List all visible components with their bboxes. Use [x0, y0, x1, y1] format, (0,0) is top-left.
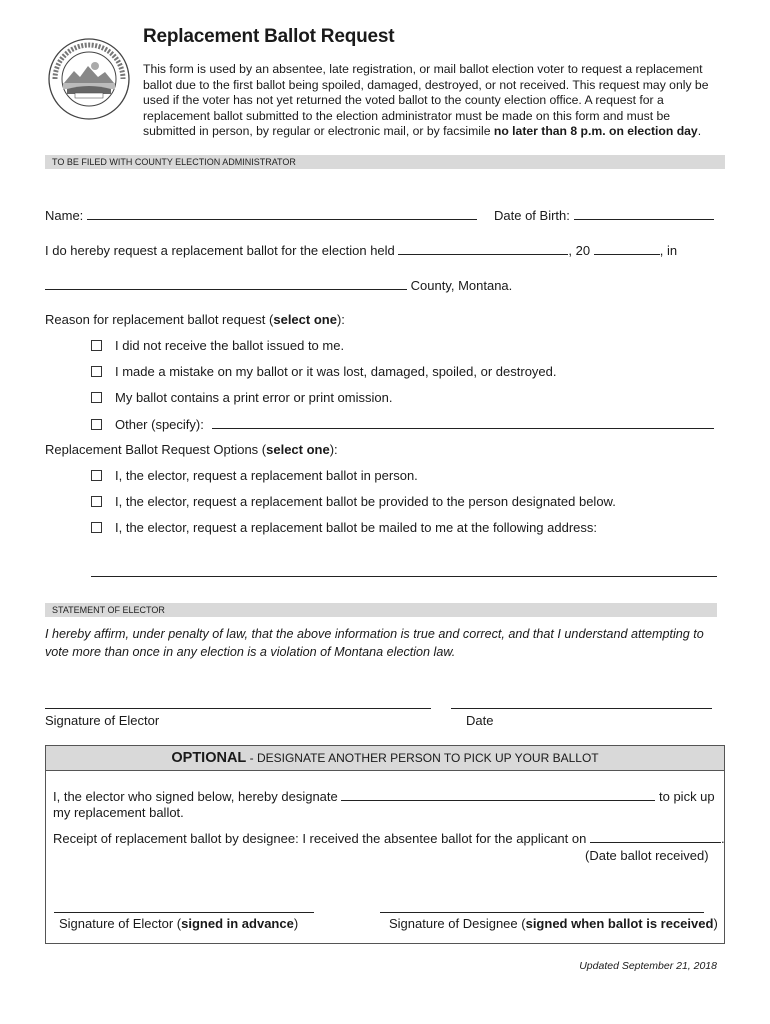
receipt-row: Receipt of replacement ballot by designee: I received the absentee ballot for the applicant on . [53, 831, 725, 846]
montana-state-seal [47, 37, 131, 121]
option-mail[interactable]: I, the elector, request a replacement ballot be mailed to me at the following address: [91, 520, 597, 535]
reason-option-print-error[interactable]: My ballot contains a print error or print omission. [91, 390, 392, 405]
designate-row-cont: my replacement ballot. [53, 805, 184, 820]
name-row: Name: [45, 207, 477, 223]
dob-row: Date of Birth: [494, 207, 714, 223]
checkbox[interactable] [91, 340, 102, 351]
date-received-caption: (Date ballot received) [585, 848, 709, 863]
other-specify-field[interactable] [212, 416, 714, 429]
filed-with-bar: TO BE FILED WITH COUNTY ELECTION ADMINISTRATOR [45, 155, 725, 169]
checkbox[interactable] [91, 366, 102, 377]
designate-row: I, the elector who signed below, hereby designate to pick up [53, 789, 715, 804]
reason-option-other[interactable]: Other (specify): [91, 416, 714, 432]
name-field[interactable] [87, 207, 477, 220]
statement-bar: STATEMENT OF ELECTOR [45, 603, 717, 617]
optional-section [45, 745, 725, 944]
form-title: Replacement Ballot Request [143, 26, 395, 47]
reason-label: Reason for replacement ballot request (select one): [45, 312, 345, 327]
county-field[interactable] [45, 277, 407, 290]
option-in-person[interactable]: I, the elector, request a replacement ballot in person. [91, 468, 418, 483]
mailing-address-field[interactable] [91, 576, 717, 577]
option-designee[interactable]: I, the elector, request a replacement ballot be provided to the person designated below. [91, 494, 616, 509]
elector-signature-field[interactable] [45, 708, 431, 709]
updated-date: Updated September 21, 2018 [579, 960, 717, 972]
date-received-field[interactable] [590, 830, 721, 843]
checkbox[interactable] [91, 470, 102, 481]
checkbox[interactable] [91, 522, 102, 533]
election-year-field[interactable] [594, 242, 660, 255]
reason-option-mistake[interactable]: I made a mistake on my ballot or it was lost, damaged, spoiled, or destroyed. [91, 364, 557, 379]
checkbox[interactable] [91, 496, 102, 507]
affirmation-text: I hereby affirm, under penalty of law, that the above information is true and correct, and that I understand attempting to vote more than once in any election is a violation of Montana election law. [45, 627, 704, 659]
optional-header: OPTIONAL - DESIGNATE ANOTHER PERSON TO PICK UP YOUR BALLOT [46, 746, 724, 771]
date-label: Date [466, 713, 494, 728]
elector-signature-caption: Signature of Elector (signed in advance) [59, 916, 299, 931]
designee-signature-field[interactable] [380, 912, 704, 913]
form-intro: This form is used by an absentee, late registration, or mail ballot election voter to request a replacement ballot due to the first ballot being spoiled, damaged, destroyed, or not received. This request may only be used if the voter has not yet returned the voted ballot to the county election office. A request for a replacement ballot submitted to the election administrator must be made on this form and must be submitted in person, by regular or electronic mail, or by facsimile no later than 8 p.m. on election day. [143, 62, 709, 139]
designee-name-field[interactable] [341, 788, 655, 801]
election-date-field[interactable] [398, 242, 568, 255]
signature-label: Signature of Elector [45, 713, 160, 728]
designee-signature-caption: Signature of Designee (signed when ballot is received) [389, 916, 718, 931]
election-request-row: I do hereby request a replacement ballot for the election held , 20 , in [45, 243, 678, 258]
checkbox[interactable] [91, 392, 102, 403]
signature-date-field[interactable] [451, 708, 712, 709]
dob-field[interactable] [574, 207, 714, 220]
options-label: Replacement Ballot Request Options (select one): [45, 442, 338, 457]
reason-option-not-received[interactable]: I did not receive the ballot issued to me. [91, 338, 344, 353]
checkbox[interactable] [91, 419, 102, 430]
elector-advance-signature-field[interactable] [54, 912, 314, 913]
county-row: County, Montana. [45, 277, 512, 293]
